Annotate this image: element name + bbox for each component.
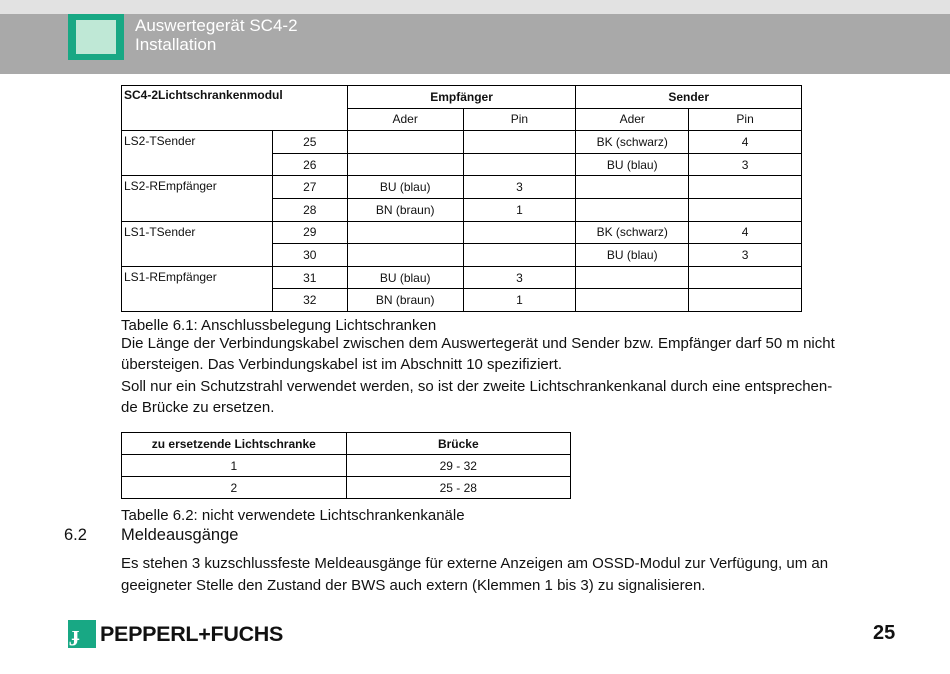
header-logo-box [68,14,124,60]
row-name: LS2-TSender [122,131,273,176]
header-subtitle: Installation [135,35,217,54]
table1-caption: Tabelle 6.1: Anschlussbelegung Lichtschranken [121,317,437,334]
paragraph-line: Soll nur ein Schutzstrahl verwendet werden, so ist der zweite Lichtschrankenkanal durch eine entsprechen- [121,378,833,395]
header-logo-inner [76,20,116,54]
row-sender-ader [576,266,689,289]
brand-name: PEPPERL+FUCHS [100,622,284,646]
table2-caption: Tabelle 6.2: nicht verwendete Lichtschrankenkanäle [121,507,465,524]
table-row [122,266,802,289]
row-sender-ader: BK (schwarz) [576,131,689,154]
header-receiver-pin: Pin [463,108,576,131]
row-name: LS2-REmpfänger [122,176,273,221]
row-receiver-ader [347,153,463,176]
row-receiver-ader: BN (braun) [347,289,463,312]
table-row [122,221,802,244]
header-sender-pin: Pin [689,108,802,131]
row-replace: 1 [122,455,347,477]
row-pin: 32 [272,289,347,312]
row-receiver-pin [463,131,576,154]
top-strip [0,0,950,14]
row-sender-pin [689,198,802,221]
row-sender-pin: 4 [689,131,802,154]
row-sender-pin: 3 [689,153,802,176]
row-receiver-pin: 3 [463,176,576,199]
row-bridge: 25 - 28 [346,477,570,499]
page-number: 25 [873,622,896,644]
row-pin: 27 [272,176,347,199]
page-header [0,14,950,74]
row-receiver-pin: 1 [463,289,576,312]
row-receiver-ader [347,244,463,267]
row-sender-pin: 3 [689,244,802,267]
row-receiver-ader: BN (braun) [347,198,463,221]
row-sender-ader [576,289,689,312]
row-receiver-pin [463,221,576,244]
row-receiver-ader [347,131,463,154]
row-name: LS1-TSender [122,221,273,266]
section-title: Meldeausgänge [121,526,239,544]
table-row [122,176,802,199]
row-sender-pin [689,289,802,312]
row-pin: 25 [272,131,347,154]
row-sender-ader: BK (schwarz) [576,221,689,244]
row-sender-ader: BU (blau) [576,153,689,176]
row-receiver-ader [347,221,463,244]
header-bridge: Brücke [346,433,570,455]
row-replace: 2 [122,477,347,499]
row-receiver-ader: BU (blau) [347,176,463,199]
paragraph-line: übersteigen. Das Verbindungskabel ist im Abschnitt 10 spezifiziert. [121,356,563,373]
row-pin: 29 [272,221,347,244]
section-number: 6.2 [64,526,87,544]
row-receiver-pin [463,244,576,267]
pepperl-fuchs-logo [68,619,283,649]
row-sender-ader [576,176,689,199]
header-module: SC4-2Lichtschrankenmodul [122,86,348,131]
paragraph-line: de Brücke zu ersetzen. [121,399,275,416]
row-sender-ader [576,198,689,221]
section-line: Es stehen 3 kuzschlussfeste Meldeausgänge für externe Anzeigen am OSSD-Modul zur Verfügung, um an [121,555,829,572]
row-pin: 30 [272,244,347,267]
row-pin: 31 [272,266,347,289]
header-title: Auswertegerät SC4-2 [135,16,298,35]
pf-logo-icon: ɟ [68,620,96,648]
row-sender-pin [689,266,802,289]
header-replace: zu ersetzende Lichtschranke [122,433,347,455]
row-receiver-pin: 3 [463,266,576,289]
row-pin: 28 [272,198,347,221]
pin-assignment-table [121,85,802,312]
header-receiver-ader: Ader [347,108,463,131]
paragraph-line: Die Länge der Verbindungskabel zwischen dem Auswertegerät und Sender bzw. Empfänger darf 50 m nicht [121,335,835,352]
table-row [122,455,571,477]
row-pin: 26 [272,153,347,176]
row-receiver-pin [463,153,576,176]
table-row [122,131,802,154]
bridge-table [121,432,571,499]
section-line: geeigneter Stelle den Zustand der BWS auch extern (Klemmen 1 bis 3) zu signalisieren. [121,577,706,594]
row-sender-pin: 4 [689,221,802,244]
row-bridge: 29 - 32 [346,455,570,477]
row-name: LS1-REmpfänger [122,266,273,311]
table-row [122,477,571,499]
row-receiver-ader: BU (blau) [347,266,463,289]
row-receiver-pin: 1 [463,198,576,221]
header-sender-ader: Ader [576,108,689,131]
row-sender-ader: BU (blau) [576,244,689,267]
header-receiver: Empfänger [347,86,576,109]
row-sender-pin [689,176,802,199]
header-sender: Sender [576,86,802,109]
